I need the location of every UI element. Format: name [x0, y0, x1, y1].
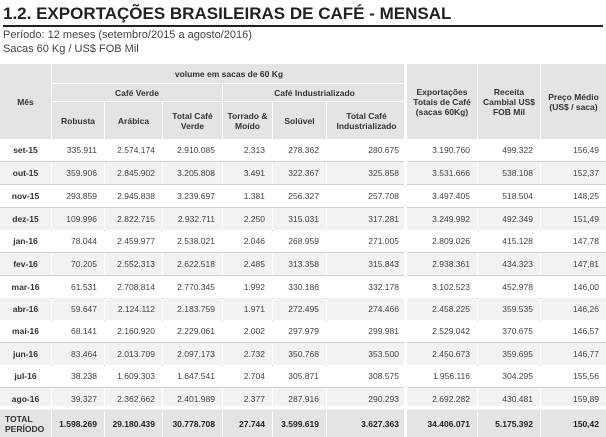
- row-month-label: jun-16: [0, 343, 51, 365]
- row-month-label: ago-16: [0, 388, 51, 410]
- row-month-label: out-15: [0, 162, 51, 184]
- header-exportacoes-totais: Exportações Totais de Café (sacas 60Kg): [407, 64, 477, 139]
- cell-robusta: 359.906: [52, 162, 104, 184]
- row-month-label: jul-16: [0, 365, 51, 387]
- cell-total-ind: 257.708: [327, 185, 406, 207]
- cell-exportacoes: 2.692.282: [407, 388, 477, 410]
- cell-receita: 304.295: [478, 365, 540, 387]
- cell-total-verde: 1.647.541: [163, 365, 222, 387]
- cell-preco: 146,57: [541, 320, 606, 342]
- cell-robusta: 83.464: [52, 343, 104, 365]
- cell-preco: 146,00: [541, 276, 606, 298]
- cell-total-ind: 274.466: [327, 298, 406, 320]
- cell-soluvel: 268.959: [273, 230, 326, 252]
- cell-receita: 370.675: [478, 320, 540, 342]
- cell-total-ind: 353.500: [327, 343, 406, 365]
- header-total-industrializado: Total Café Industrializado: [327, 102, 406, 139]
- row-month-label: set-15: [0, 139, 51, 161]
- cell-torrado: 2.250: [223, 208, 272, 230]
- cell-robusta: 70.205: [52, 253, 104, 275]
- header-robusta: Robusta: [52, 102, 104, 139]
- row-month-label: nov-15: [0, 185, 51, 207]
- cell-total-ind: 315.843: [327, 253, 406, 275]
- cell-total-verde: 2.910.085: [163, 139, 222, 161]
- period-subtitle: Período: 12 meses (setembro/2015 a agosto/2016): [3, 29, 252, 41]
- cell-arabica: 2.362.662: [105, 388, 162, 410]
- cell-torrado: 2.732: [223, 343, 272, 365]
- cell-torrado: 1.381: [223, 185, 272, 207]
- cell-total-ind: 299.981: [327, 320, 406, 342]
- cell-arabica: 2.822.715: [105, 208, 162, 230]
- cell-torrado: 2.704: [223, 365, 272, 387]
- cell-torrado: 1.971: [223, 298, 272, 320]
- header-mes: Mês: [0, 64, 51, 139]
- total-gap: [0, 406, 606, 409]
- header-total-verde: Total Café Verde: [163, 102, 222, 139]
- row-month-label: abr-16: [0, 298, 51, 320]
- row-month-label: mar-16: [0, 276, 51, 298]
- cell-robusta: 293.859: [52, 185, 104, 207]
- row-month-label: fev-16: [0, 253, 51, 275]
- header-volume: volume em sacas de 60 Kg: [52, 64, 406, 83]
- cell-exportacoes: 3.190.760: [407, 139, 477, 161]
- cell-soluvel: 272.495: [273, 298, 326, 320]
- cell-preco: 147,81: [541, 253, 606, 275]
- header-arabica: Arábica: [105, 102, 162, 139]
- cell-soluvel: 322.367: [273, 162, 326, 184]
- cell-preco: 151,49: [541, 208, 606, 230]
- cell-robusta: 38.238: [52, 365, 104, 387]
- cell-total-ind: 308.575: [327, 365, 406, 387]
- cell-exportacoes: 3.497.405: [407, 185, 477, 207]
- cell-preco: 152,37: [541, 162, 606, 184]
- cell-total-verde: 2.932.711: [163, 208, 222, 230]
- cell-arabica: 2.459.977: [105, 230, 162, 252]
- cell-soluvel: 350.768: [273, 343, 326, 365]
- cell-soluvel: 305.871: [273, 365, 326, 387]
- cell-arabica: 2.574.174: [105, 139, 162, 161]
- total-robusta: 1.598.269: [52, 410, 104, 437]
- cell-arabica: 2.845.902: [105, 162, 162, 184]
- cell-receita: 492.349: [478, 208, 540, 230]
- cell-arabica: 2.552.313: [105, 253, 162, 275]
- cell-soluvel: 313.358: [273, 253, 326, 275]
- cell-soluvel: 297.979: [273, 320, 326, 342]
- cell-total-ind: 280.675: [327, 139, 406, 161]
- cell-exportacoes: 3.531.666: [407, 162, 477, 184]
- cell-total-verde: 2.770.345: [163, 276, 222, 298]
- total-receita: 5.175.392: [478, 410, 540, 437]
- cell-soluvel: 287.916: [273, 388, 326, 410]
- cell-arabica: 1.609.303: [105, 365, 162, 387]
- cell-torrado: 2.485: [223, 253, 272, 275]
- cell-torrado: 3.491: [223, 162, 272, 184]
- cell-total-verde: 2.622.518: [163, 253, 222, 275]
- cell-robusta: 78.044: [52, 230, 104, 252]
- cell-receita: 518.504: [478, 185, 540, 207]
- cell-receita: 538.108: [478, 162, 540, 184]
- cell-exportacoes: 2.458.225: [407, 298, 477, 320]
- total-preco: 150,42: [541, 410, 606, 437]
- header-preco-medio: Preço Médio (US$ / saca): [541, 64, 606, 139]
- cell-robusta: 61.531: [52, 276, 104, 298]
- cell-receita: 359.695: [478, 343, 540, 365]
- cell-robusta: 39.327: [52, 388, 104, 410]
- cell-preco: 148,25: [541, 185, 606, 207]
- cell-preco: 155,56: [541, 365, 606, 387]
- cell-total-ind: 325.858: [327, 162, 406, 184]
- cell-arabica: 2.013.709: [105, 343, 162, 365]
- cell-exportacoes: 1.956.116: [407, 365, 477, 387]
- total-soluvel: 3.599.619: [273, 410, 326, 437]
- cell-receita: 430.481: [478, 388, 540, 410]
- page-title: 1.2. EXPORTAÇÕES BRASILEIRAS DE CAFÉ - MENSAL: [3, 3, 603, 27]
- cell-exportacoes: 2.450.673: [407, 343, 477, 365]
- total-exportacoes: 34.406.071: [407, 410, 477, 437]
- total-torrado: 27.744: [223, 410, 272, 437]
- cell-preco: 146,77: [541, 343, 606, 365]
- cell-exportacoes: 2.529.042: [407, 320, 477, 342]
- cell-total-verde: 2.097.173: [163, 343, 222, 365]
- cell-robusta: 109.996: [52, 208, 104, 230]
- cell-preco: 159,89: [541, 388, 606, 410]
- units-subtitle: Sacas 60 Kg / US$ FOB Mil: [3, 43, 139, 55]
- cell-exportacoes: 3.249.992: [407, 208, 477, 230]
- cell-soluvel: 256.327: [273, 185, 326, 207]
- cell-total-verde: 2.229.061: [163, 320, 222, 342]
- cell-total-verde: 3.239.697: [163, 185, 222, 207]
- cell-total-ind: 317.281: [327, 208, 406, 230]
- cell-soluvel: 278.362: [273, 139, 326, 161]
- cell-receita: 434.323: [478, 253, 540, 275]
- cell-arabica: 2.124.112: [105, 298, 162, 320]
- cell-torrado: 2.002: [223, 320, 272, 342]
- cell-soluvel: 315.031: [273, 208, 326, 230]
- cell-arabica: 2.708.814: [105, 276, 162, 298]
- cell-preco: 146,26: [541, 298, 606, 320]
- header-torrado-moido: Torrado & Moído: [223, 102, 272, 139]
- cell-robusta: 59.647: [52, 298, 104, 320]
- header-cafe-verde: Café Verde: [52, 84, 222, 101]
- row-month-label: mai-16: [0, 320, 51, 342]
- cell-exportacoes: 2.938.361: [407, 253, 477, 275]
- cell-robusta: 335.911: [52, 139, 104, 161]
- cell-torrado: 2.046: [223, 230, 272, 252]
- header-soluvel: Solúvel: [273, 102, 326, 139]
- cell-soluvel: 330.186: [273, 276, 326, 298]
- cell-robusta: 68.141: [52, 320, 104, 342]
- cell-receita: 415.128: [478, 230, 540, 252]
- group-gutter: [404, 64, 407, 437]
- cell-preco: 147,78: [541, 230, 606, 252]
- cell-total-ind: 290.293: [327, 388, 406, 410]
- cell-receita: 499.322: [478, 139, 540, 161]
- cell-receita: 452.978: [478, 276, 540, 298]
- cell-arabica: 2.160.920: [105, 320, 162, 342]
- cell-exportacoes: 2.809.026: [407, 230, 477, 252]
- header-cafe-industrializado: Café Industrializado: [223, 84, 406, 101]
- cell-torrado: 1.992: [223, 276, 272, 298]
- cell-exportacoes: 3.102.523: [407, 276, 477, 298]
- cell-total-verde: 2.183.759: [163, 298, 222, 320]
- cell-total-verde: 2.401.989: [163, 388, 222, 410]
- cell-total-verde: 3.205.808: [163, 162, 222, 184]
- total-arabica: 29.180.439: [105, 410, 162, 437]
- row-month-label: jan-16: [0, 230, 51, 252]
- cell-total-ind: 332.178: [327, 276, 406, 298]
- cell-arabica: 2.945.838: [105, 185, 162, 207]
- total-total-ind: 3.627.363: [327, 410, 406, 437]
- header-receita-cambial: Receita Cambial US$ FOB Mil: [478, 64, 540, 139]
- cell-total-verde: 2.538.021: [163, 230, 222, 252]
- cell-receita: 359.535: [478, 298, 540, 320]
- cell-preco: 156,49: [541, 139, 606, 161]
- total-total-verde: 30.778.708: [163, 410, 222, 437]
- cell-torrado: 2.377: [223, 388, 272, 410]
- cell-total-ind: 271.005: [327, 230, 406, 252]
- row-month-label: dez-15: [0, 208, 51, 230]
- cell-torrado: 2.313: [223, 139, 272, 161]
- total-row-label: TOTAL PERÍODO: [0, 410, 51, 437]
